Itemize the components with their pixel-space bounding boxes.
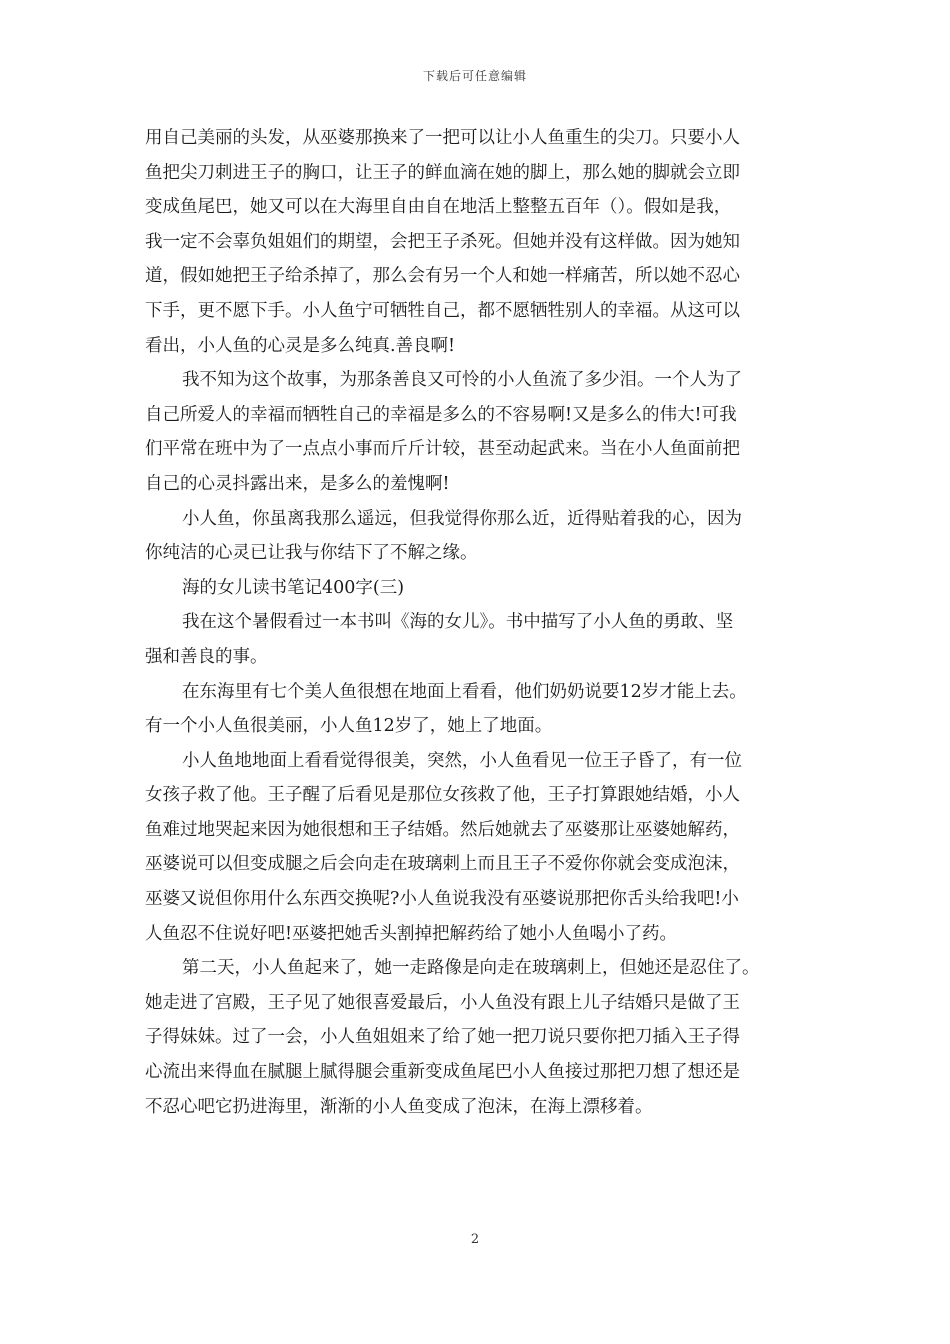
- text-line: 鱼把尖刀刺进王子的胸口，让王子的鲜血滴在她的脚上，那么她的脚就会立即: [145, 162, 740, 183]
- text-line: 有一个小人鱼很美丽，小人鱼12岁了，她上了地面。: [145, 716, 553, 737]
- page-number: 2: [470, 1232, 480, 1247]
- body-text: [145, 121, 811, 1124]
- text-line: 强和善良的事。: [145, 646, 268, 667]
- text-line: 巫婆说可以但变成腿之后会向走在玻璃刺上而且王子不爱你你就会变成泡沫，: [145, 854, 740, 875]
- text-line: 小人鱼地地面上看看觉得很美，突然，小人鱼看见一位王子昏了，有一位: [182, 750, 742, 771]
- text-line: 鱼难过地哭起来因为她很想和王子结婚。然后她就去了巫婆那让巫婆她解药，: [145, 819, 740, 840]
- text-line: 不忍心吧它扔进海里，渐渐的小人鱼变成了泡沫，在海上漂移着。: [145, 1096, 653, 1117]
- text-line: 下手，更不愿下手。小人鱼宁可牺牲自己，都不愿牺牲别人的幸福。从这可以: [145, 300, 740, 321]
- text-line: 她走进了宫殿，王子见了她很喜爱最后，小人鱼没有跟上儿子结婚只是做了王: [145, 992, 740, 1013]
- text-line: 巫婆又说但你用什么东西交换呢?小人鱼说我没有巫婆说那把你舌头给我吧!小: [145, 889, 739, 910]
- text-line: 海的女儿读书笔记400字(三): [182, 577, 405, 598]
- text-line: 变成鱼尾巴，她又可以在大海里自由自在地活上整整五百年（）。假如是我，: [145, 197, 732, 218]
- text-line: 看出，小人鱼的心灵是多么纯真.善良啊!: [145, 335, 456, 356]
- text-line: 第二天，小人鱼起来了，她一走路像是向走在玻璃刺上，但她还是忍住了。: [182, 958, 760, 979]
- text-line: 心流出来得血在腻腿上腻得腿会重新变成鱼尾巴小人鱼接过那把刀想了想还是: [145, 1062, 740, 1083]
- text-line: 子得妹妹。过了一会，小人鱼姐姐来了给了她一把刀说只要你把刀插入王子得: [145, 1027, 740, 1048]
- text-line: 自己的心灵抖露出来，是多么的羞愧啊!: [145, 473, 450, 494]
- text-line: 我一定不会辜负姐姐们的期望，会把王子杀死。但她并没有这样做。因为她知: [145, 231, 740, 252]
- text-line: 人鱼忍不住说好吧!巫婆把她舌头割掉把解药给了她小人鱼喝小了药。: [145, 923, 678, 944]
- text-line: 用自己美丽的头发，从巫婆那换来了一把可以让小人鱼重生的尖刀。只要小人: [145, 128, 740, 148]
- text-line: 你纯洁的心灵已让我与你结下了不解之缘。: [145, 543, 478, 564]
- text-line: 自己所爱人的幸福而牺牲自己的幸福是多么的不容易啊!又是多么的伟大!可我: [145, 404, 737, 425]
- page-header: 下载后可任意编辑: [422, 69, 527, 83]
- text-line: 道，假如她把王子给杀掉了，那么会有另一个人和她一样痛苦，所以她不忍心: [145, 266, 740, 287]
- text-line: 们平常在班中为了一点点小事而斤斤计较，甚至动起武来。当在小人鱼面前把: [145, 439, 740, 460]
- text-line: 女孩子救了他。王子醒了后看见是那位女孩救了他，王子打算跟她结婚，小人: [145, 785, 740, 806]
- text-line: 我不知为这个故事，为那条善良又可怜的小人鱼流了多少泪。一个人为了: [182, 370, 742, 391]
- text-line: 我在这个暑假看过一本书叫《海的女儿》。书中描写了小人鱼的勇敢、坚: [182, 612, 734, 633]
- text-line: 在东海里有七个美人鱼很想在地面上看看，他们奶奶说要12岁才能上去。: [182, 681, 747, 702]
- text-line: 小人鱼，你虽离我那么遥远，但我觉得你那么近，近得贴着我的心，因为: [182, 508, 742, 529]
